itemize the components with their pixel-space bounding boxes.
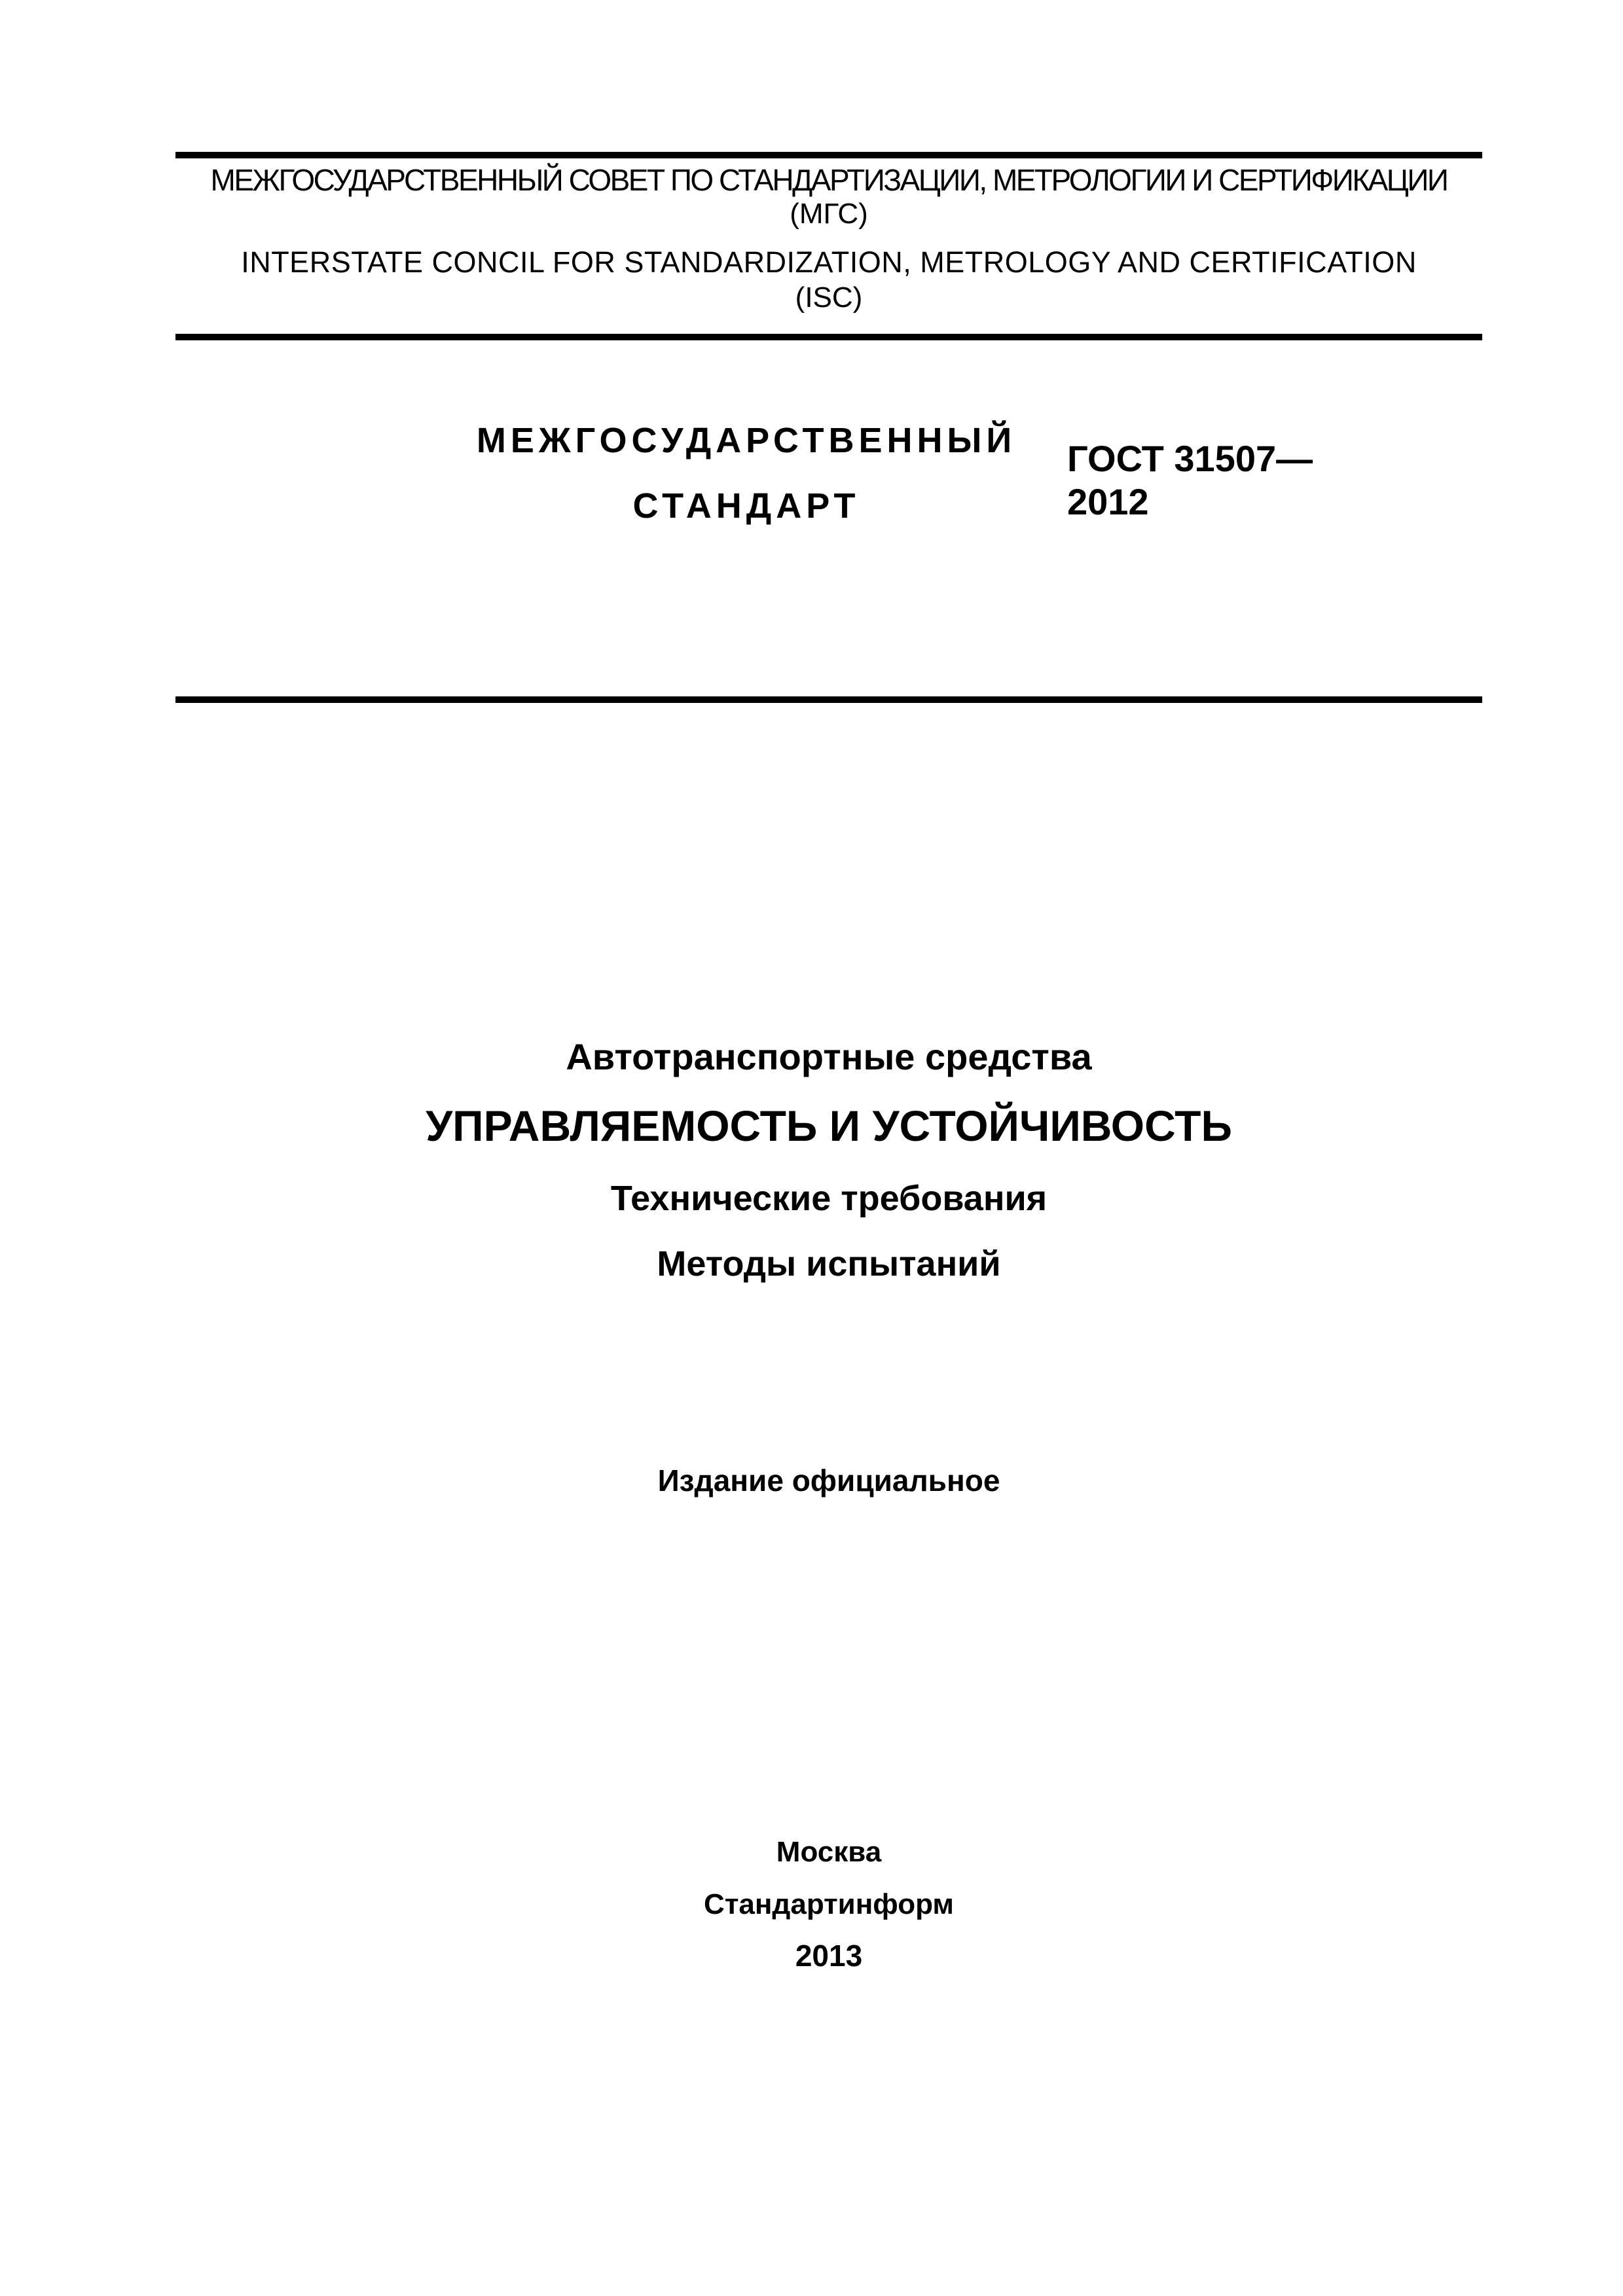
document-subtitle-2: Методы испытаний [657,1244,1001,1283]
top-rule [175,152,1482,158]
council-abbr-ru: (МГС) [790,198,868,230]
document-subject: Автотранспортные средства [566,1036,1092,1077]
edition-label: Издание официальное [657,1463,1000,1498]
standard-type-line-2: СТАНДАРТ [632,486,860,526]
council-abbr-en: (ISC) [795,281,863,314]
imprint-publisher: Стандартинформ [704,1888,954,1920]
standard-bottom-rule [175,696,1482,703]
standard-code-line-1: ГОСТ 31507— [1067,438,1313,479]
council-name-ru: МЕЖГОСУДАРСТВЕННЫЙ СОВЕТ ПО СТАНДАРТИЗАЦИИ, МЕТРОЛОГИИ И СЕРТИФИКАЦИИ [210,163,1448,197]
header-bottom-rule [175,334,1482,340]
imprint-year: 2013 [795,1939,863,1973]
standard-code-line-2: 2012 [1067,481,1149,522]
standard-type-line-1: МЕЖГОСУДАРСТВЕННЫЙ [476,421,1017,460]
document-title: УПРАВЛЯЕМОСТЬ И УСТОЙЧИВОСТЬ [426,1102,1232,1150]
imprint-city: Москва [776,1836,882,1868]
council-name-en: INTERSTATE CONCIL FOR STANDARDIZATION, METROLOGY AND CERTIFICATION [241,245,1417,279]
document-subtitle-1: Технические требования [610,1179,1048,1218]
